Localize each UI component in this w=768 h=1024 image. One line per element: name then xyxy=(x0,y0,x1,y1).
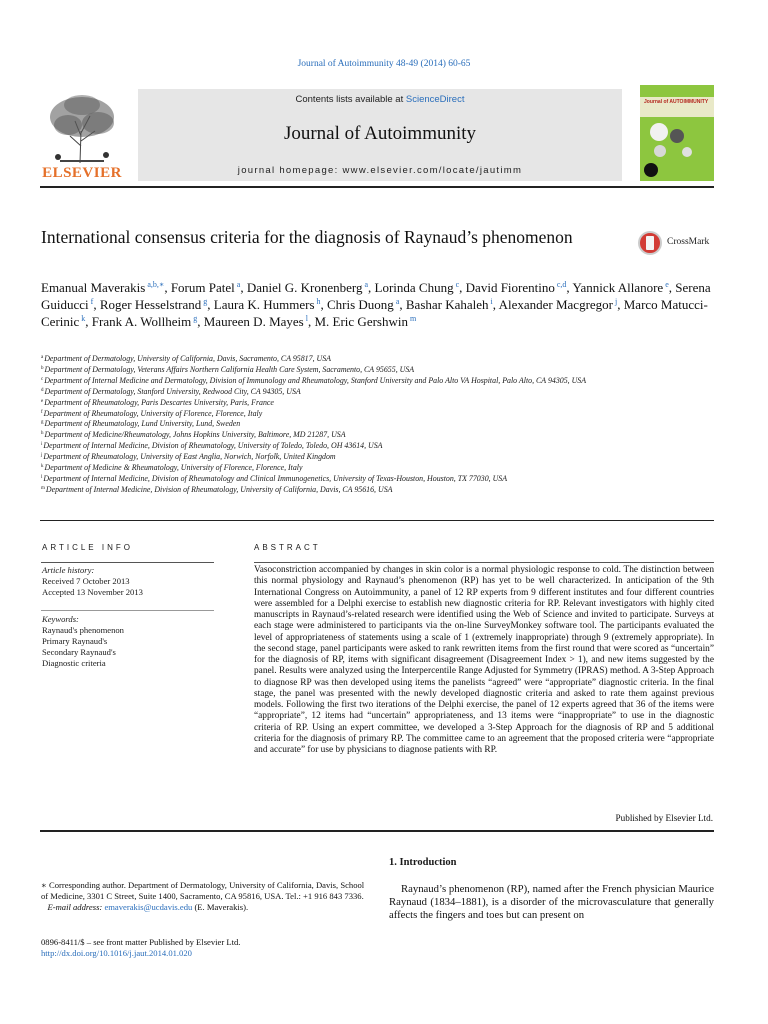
author-separator: , xyxy=(320,297,327,312)
keyword-item: Raynaud's phenomenon xyxy=(42,625,124,635)
abstract-text: Vasoconstriction accompanied by changes in skin color is a normal physiologic response to cold. The distinction between this normal physiology and Raynaud’s phenomenon (RP) has yet to be well characterized. In anticipation of the 9th International Congress on Autoimmunity, a panel of 12 RP experts from 9 different institutes and four different countries were assembled for a Delphi exercise to establish new diagnostic criteria for RP. Relevant investigators with highly cited manuscripts in Raynaud’s-related research were identified using the Web of Science and invited to participate. Surveys at each stage were administered to participants via the on-line SurveyMonkey software tool. The participants evaluated the level of appropriateness of statements using a scale of 1 (extremely inappropriate) through 9 (extremely appropriate). In the second stage, panel participants were asked to rank rewritten items from the first round that were scored as “uncertain” for the diagnosis of RP, items with significant disagreement (Disagreement Index > 1), and new items suggested by the panel. Results were analyzed using the Interpercentile Range Adjusted for Symmetry (IPRAS) method. A 3-Step Approach to diagnose RP was then developed using items the panelists “agreed” were “appropriate” diagnostic criteria. In the final stage, the panel was presented with the newly developed diagnostic criteria and asked to rate them against previous models. Following the first two iterations of the Delphi exercise, the panel of 12 experts agreed that 36 of the items were “appropriate”, 12 items had “uncertain” appropriateness, and 13 items were “inappropriate” to use in the diagnostic criteria of RP. Using an expert committee, we developed a 3-Step Approach for the diagnosis of RP and 5 additional criteria for the diagnosis of primary RP. The committee came to an agreement that the proposed criteria were “appropriate and accurate” for use by physicians to diagnose patients with RP. xyxy=(254,565,714,755)
affiliation-item xyxy=(41,441,681,452)
affiliation-key: d xyxy=(41,387,44,393)
affiliation-key: j xyxy=(41,453,43,459)
author-name[interactable]: Roger Hesselstrand xyxy=(99,297,202,312)
affiliation-key: e xyxy=(41,398,44,404)
affiliation-text: Department of Rheumatology, Lund University, Lund, Sweden xyxy=(44,419,241,429)
author-separator: , xyxy=(368,280,375,295)
author-affiliation-marker[interactable]: e xyxy=(665,280,669,289)
elsevier-tree-icon xyxy=(40,91,124,165)
author-separator: , xyxy=(207,297,214,312)
corresponding-text: ∗ Corresponding author. Department of Dermatology, University of California, Davis, School of Medicine, 3301 C Street, Suite 1400, Sacramento, CA 95816, USA. Tel.: +1 916 843 7336. xyxy=(41,880,365,901)
issn-line: 0896-8411/$ – see front matter Published by Elsevier Ltd. xyxy=(41,937,241,947)
author-name[interactable]: Frank A. Wollheim xyxy=(91,314,192,329)
journal-citation[interactable]: Journal of Autoimmunity 48-49 (2014) 60‐65 xyxy=(297,59,471,69)
contents-line xyxy=(138,94,622,105)
paper-title: International consensus criteria for the diagnosis of Raynaud’s phenomenon xyxy=(41,227,573,247)
author-name[interactable]: Chris Duong xyxy=(327,297,394,312)
affiliation-text: Department of Medicine & Rheumatology, University of Florence, Florence, Italy xyxy=(44,463,303,473)
author-separator: , xyxy=(93,297,100,312)
author-affiliation-marker[interactable]: i xyxy=(490,297,493,306)
crossmark-button[interactable] xyxy=(638,231,718,257)
introduction-heading: 1. Introduction xyxy=(389,857,457,868)
published-by: Published by Elsevier Ltd. xyxy=(615,813,713,823)
affiliation-item xyxy=(41,419,681,430)
author-name[interactable]: Forum Patel xyxy=(170,280,235,295)
keywords-block xyxy=(42,614,215,669)
affiliation-item xyxy=(41,452,681,463)
author-separator: , xyxy=(566,280,573,295)
author-affiliation-marker[interactable]: h xyxy=(316,297,321,306)
keywords-rule xyxy=(41,610,214,611)
abstract-heading: ABSTRACT xyxy=(254,543,321,552)
author-name[interactable]: Emanual Maverakis xyxy=(41,280,146,295)
author-name[interactable]: Bashar Kahaleh xyxy=(405,297,489,312)
journal-cover-image xyxy=(640,85,714,181)
affiliation-text: Department of Dermatology, Stanford University, Redwood City, CA 94305, USA xyxy=(44,386,301,396)
author-name[interactable]: M. Eric Gershwin xyxy=(314,314,408,329)
author-name[interactable]: Marco Matucci-Cerinic xyxy=(41,297,708,329)
author-affiliation-marker[interactable]: g xyxy=(193,314,198,323)
affiliation-text: Department of Rheumatology, Paris Descartes University, Paris, France xyxy=(44,397,274,407)
corresponding-author-footnote xyxy=(41,880,371,913)
contents-prefix: Contents lists available at xyxy=(295,94,406,105)
keyword-item: Diagnostic criteria xyxy=(42,658,106,668)
affiliation-key: g xyxy=(41,420,44,426)
article-info-heading: ARTICLE INFO xyxy=(42,543,133,552)
affiliation-text: Department of Dermatology, Veterans Affairs Northern California Health Care System, Sacramento, CA 95655, USA xyxy=(44,364,415,374)
abstract-bottom-rule xyxy=(40,830,714,832)
author-name[interactable]: Serena Guiducci xyxy=(41,280,711,312)
affiliation-key: a xyxy=(41,355,44,360)
affiliation-key: m xyxy=(41,485,45,491)
affiliation-key: f xyxy=(41,409,43,415)
affiliation-item xyxy=(41,387,681,398)
author-name[interactable]: Laura K. Hummers xyxy=(213,297,315,312)
author-name[interactable]: Alexander Macgregor xyxy=(498,297,613,312)
affiliation-item xyxy=(41,376,681,387)
affiliation-item xyxy=(41,430,681,441)
keyword-item: Primary Raynaud's xyxy=(42,636,108,646)
issn-block xyxy=(41,937,371,959)
affiliation-key: l xyxy=(41,474,43,480)
author-separator: , xyxy=(197,314,204,329)
received-date: Received 7 October 2013 xyxy=(42,576,130,586)
author-name[interactable]: Daniel G. Kronenberg xyxy=(246,280,363,295)
author-separator: , xyxy=(668,280,676,295)
author-separator: , xyxy=(164,280,171,295)
author-affiliation-marker[interactable]: m xyxy=(409,314,417,323)
affiliation-text: Department of Medicine/Rheumatology, Johns Hopkins University, Baltimore, MD 21287, USA xyxy=(44,430,346,440)
keyword-item: Secondary Raynaud's xyxy=(42,647,116,657)
introduction-text: Raynaud’s phenomenon (RP), named after the French physician Maurice Raynaud (1834–1881), is a disorder of the microvasculature that generally affects the fingers and toes but can present on xyxy=(389,883,714,921)
author-affiliation-marker[interactable]: f xyxy=(90,297,94,306)
author-affiliation-marker[interactable]: k xyxy=(81,314,86,323)
author-affiliation-marker[interactable]: j xyxy=(615,297,618,306)
keywords-label: Keywords: xyxy=(42,614,79,624)
affiliation-key: i xyxy=(41,442,43,448)
affiliation-item xyxy=(41,474,681,485)
author-separator: , xyxy=(617,297,624,312)
affiliation-item xyxy=(41,365,681,376)
author-separator: , xyxy=(492,297,499,312)
affiliation-key: k xyxy=(41,464,44,470)
abstract-rule xyxy=(254,562,714,563)
affiliation-key: b xyxy=(41,365,44,371)
author-affiliation-marker[interactable]: c xyxy=(455,280,460,289)
crossmark-icon xyxy=(638,231,662,255)
article-info-rule xyxy=(41,562,214,563)
author-affiliation-marker[interactable]: a xyxy=(364,280,369,289)
crossmark-label: CrossMark xyxy=(667,237,710,247)
elsevier-logo xyxy=(40,91,124,183)
affiliation-text: Department of Dermatology, University of California, Davis, Sacramento, CA 95817, USA xyxy=(44,354,331,363)
header-rule xyxy=(40,186,714,188)
accepted-date: Accepted 13 November 2013 xyxy=(42,587,143,597)
doi-link[interactable]: http://dx.doi.org/10.1016/j.jaut.2014.01.020 xyxy=(41,948,192,958)
elsevier-wordmark: ELSEVIER xyxy=(42,165,122,181)
affiliation-key: c xyxy=(41,376,44,382)
affiliation-text: Department of Internal Medicine and Dermatology, Division of Immunology and Rheumatology, Stanford University and Palo Alto VA Hospital, Palo Alto, CA 94305, USA xyxy=(44,375,587,385)
affiliation-item xyxy=(41,354,681,365)
affiliation-key: h xyxy=(41,431,44,437)
affiliation-text: Department of Rheumatology, University of East Anglia, Norwich, Norfolk, United Kingdom xyxy=(43,452,336,462)
section-rule xyxy=(40,520,714,521)
author-separator: , xyxy=(459,280,466,295)
author-separator: , xyxy=(307,314,315,329)
sciencedirect-link[interactable]: ScienceDirect xyxy=(405,94,465,105)
email-link[interactable]: emaverakis@ucdavis.edu xyxy=(104,902,193,912)
author-affiliation-marker[interactable]: a xyxy=(395,297,400,306)
journal-title: Journal of Autoimmunity xyxy=(283,123,477,144)
author-affiliation-marker[interactable]: g xyxy=(203,297,208,306)
affiliation-item xyxy=(41,463,681,474)
affiliation-text: Department of Rheumatology, University of Florence, Florence, Italy xyxy=(43,408,263,418)
author-list xyxy=(41,279,721,330)
affiliation-text: Department of Internal Medicine, Division of Rheumatology and Clinical Immunogenetics, University of Texas-Houston, Houston, TX 77030, USA xyxy=(43,473,508,483)
affiliation-item xyxy=(41,485,681,496)
article-history xyxy=(42,565,215,598)
author-affiliation-marker[interactable]: a xyxy=(236,280,241,289)
author-name[interactable]: Maureen D. Mayes xyxy=(203,314,304,329)
author-separator: , xyxy=(240,280,247,295)
author-name[interactable]: Yannick Allanore xyxy=(572,280,664,295)
journal-homepage[interactable]: journal homepage: www.elsevier.com/locate/jautimm xyxy=(237,165,523,176)
history-label: Article history: xyxy=(42,565,95,575)
author-name[interactable]: Lorinda Chung xyxy=(374,280,454,295)
author-affiliation-marker[interactable]: l xyxy=(305,314,308,323)
affiliation-text: Department of Internal Medicine, Division of Rheumatology, University of Toledo, Toledo, OH 43614, USA xyxy=(43,441,383,451)
cover-title: Journal of AUTOIMMUNITY xyxy=(644,99,709,105)
affiliation-text: Department of Internal Medicine, Division of Rheumatology, University of California, Davis, CA 95616, USA xyxy=(45,484,393,494)
author-name[interactable]: David Fiorentino xyxy=(465,280,555,295)
author-separator: , xyxy=(399,297,406,312)
journal-banner xyxy=(138,89,622,181)
email-label: E-mail address: xyxy=(47,902,103,912)
email-suffix: (E. Maverakis). xyxy=(192,902,249,912)
author-affiliation-marker[interactable]: a,b,∗ xyxy=(147,280,165,289)
affiliation-list xyxy=(41,354,681,496)
author-separator: , xyxy=(85,314,92,329)
affiliation-item xyxy=(41,398,681,409)
author-affiliation-marker[interactable]: c,d xyxy=(556,280,567,289)
affiliation-item xyxy=(41,409,681,420)
